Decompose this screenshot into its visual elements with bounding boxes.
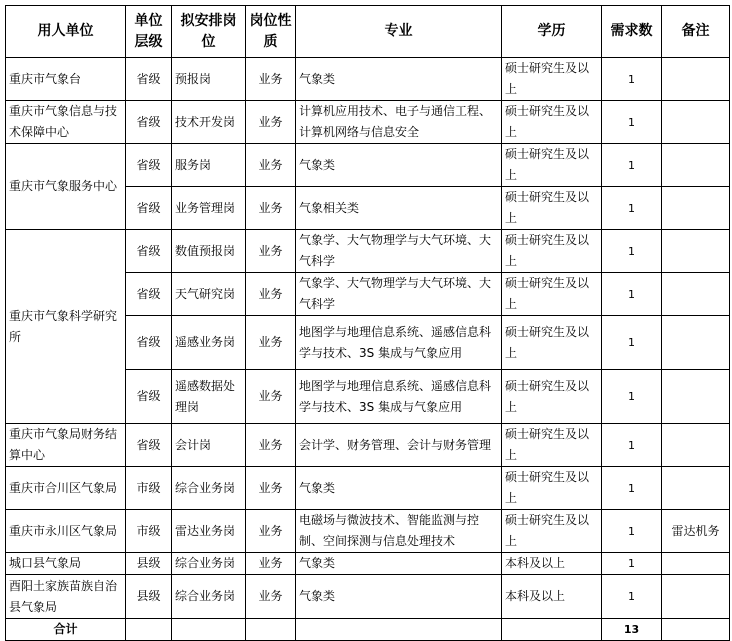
cell-unit: 重庆市永川区气象局 — [6, 510, 126, 553]
cell-remark — [662, 575, 730, 619]
cell-count: 1 — [602, 316, 662, 370]
cell-position: 业务管理岗 — [172, 187, 246, 230]
cell-level: 省级 — [126, 187, 172, 230]
cell-unit: 重庆市气象信息与技术保障中心 — [6, 101, 126, 144]
header-major: 专业 — [296, 6, 502, 58]
table-row — [6, 144, 730, 187]
total-count: 13 — [602, 619, 662, 641]
cell-education: 硕士研究生及以上 — [502, 230, 602, 273]
table-row — [6, 101, 730, 144]
cell-major: 气象类 — [296, 575, 502, 619]
cell-position: 遥感业务岗 — [172, 316, 246, 370]
cell-education: 硕士研究生及以上 — [502, 424, 602, 467]
cell-position: 综合业务岗 — [172, 575, 246, 619]
cell-unit: 酉阳土家族苗族自治县气象局 — [6, 575, 126, 619]
cell-remark: 雷达机务 — [662, 510, 730, 553]
cell-nature: 业务 — [246, 144, 296, 187]
header-position: 拟安排岗位 — [172, 6, 246, 58]
cell-education: 硕士研究生及以上 — [502, 370, 602, 424]
cell-education: 硕士研究生及以上 — [502, 273, 602, 316]
cell-position: 技术开发岗 — [172, 101, 246, 144]
cell-nature: 业务 — [246, 273, 296, 316]
cell-remark — [662, 424, 730, 467]
cell-education: 硕士研究生及以上 — [502, 467, 602, 510]
cell-nature: 业务 — [246, 575, 296, 619]
cell-remark — [662, 144, 730, 187]
cell-count: 1 — [602, 58, 662, 101]
total-empty-cell — [296, 619, 502, 641]
total-row — [6, 619, 730, 641]
cell-position: 数值预报岗 — [172, 230, 246, 273]
total-empty-cell — [246, 619, 296, 641]
cell-major: 气象学、大气物理学与大气环境、大气科学 — [296, 273, 502, 316]
cell-education: 硕士研究生及以上 — [502, 316, 602, 370]
cell-unit: 重庆市气象局财务结算中心 — [6, 424, 126, 467]
cell-position: 雷达业务岗 — [172, 510, 246, 553]
cell-education: 本科及以上 — [502, 575, 602, 619]
cell-major: 会计学、财务管理、会计与财务管理 — [296, 424, 502, 467]
cell-unit: 重庆市合川区气象局 — [6, 467, 126, 510]
total-empty-cell — [126, 619, 172, 641]
cell-major: 电磁场与微波技术、智能监测与控制、空间探测与信息处理技术 — [296, 510, 502, 553]
cell-level: 省级 — [126, 101, 172, 144]
cell-major: 气象学、大气物理学与大气环境、大气科学 — [296, 230, 502, 273]
cell-remark — [662, 273, 730, 316]
cell-nature: 业务 — [246, 424, 296, 467]
total-empty-cell — [172, 619, 246, 641]
header-count: 需求数 — [602, 6, 662, 58]
cell-level: 市级 — [126, 510, 172, 553]
cell-nature: 业务 — [246, 316, 296, 370]
total-label: 合计 — [6, 619, 126, 641]
cell-major: 地图学与地理信息系统、遥感信息科学与技术、3S 集成与气象应用 — [296, 370, 502, 424]
header-unit: 用人单位 — [6, 6, 126, 58]
cell-level: 省级 — [126, 273, 172, 316]
cell-count: 1 — [602, 424, 662, 467]
cell-level: 省级 — [126, 424, 172, 467]
cell-count: 1 — [602, 273, 662, 316]
cell-position: 预报岗 — [172, 58, 246, 101]
cell-remark — [662, 370, 730, 424]
cell-level: 省级 — [126, 58, 172, 101]
cell-remark — [662, 316, 730, 370]
cell-remark — [662, 58, 730, 101]
header-remark: 备注 — [662, 6, 730, 58]
cell-count: 1 — [602, 144, 662, 187]
cell-major: 气象类 — [296, 144, 502, 187]
cell-education: 本科及以上 — [502, 553, 602, 575]
cell-nature: 业务 — [246, 101, 296, 144]
table-row — [6, 230, 730, 273]
table-row — [6, 58, 730, 101]
cell-level: 县级 — [126, 553, 172, 575]
cell-level: 省级 — [126, 370, 172, 424]
cell-level: 市级 — [126, 467, 172, 510]
cell-position: 综合业务岗 — [172, 467, 246, 510]
cell-remark — [662, 553, 730, 575]
cell-unit: 重庆市气象科学研究所 — [6, 230, 126, 424]
cell-education: 硕士研究生及以上 — [502, 144, 602, 187]
cell-education: 硕士研究生及以上 — [502, 187, 602, 230]
table-row — [6, 575, 730, 619]
cell-remark — [662, 187, 730, 230]
cell-remark — [662, 230, 730, 273]
header-row — [6, 6, 730, 58]
cell-major: 气象类 — [296, 553, 502, 575]
table-row — [6, 553, 730, 575]
cell-major: 地图学与地理信息系统、遥感信息科学与技术、3S 集成与气象应用 — [296, 316, 502, 370]
cell-major: 气象相关类 — [296, 187, 502, 230]
cell-count: 1 — [602, 510, 662, 553]
cell-unit: 重庆市气象服务中心 — [6, 144, 126, 230]
table-row — [6, 467, 730, 510]
cell-position: 综合业务岗 — [172, 553, 246, 575]
total-empty-cell — [502, 619, 602, 641]
cell-major: 气象类 — [296, 58, 502, 101]
header-level: 单位层级 — [126, 6, 172, 58]
cell-major: 气象类 — [296, 467, 502, 510]
cell-position: 会计岗 — [172, 424, 246, 467]
header-nature: 岗位性质 — [246, 6, 296, 58]
cell-level: 省级 — [126, 316, 172, 370]
cell-count: 1 — [602, 187, 662, 230]
cell-nature: 业务 — [246, 187, 296, 230]
cell-nature: 业务 — [246, 510, 296, 553]
cell-count: 1 — [602, 101, 662, 144]
cell-education: 硕士研究生及以上 — [502, 58, 602, 101]
cell-education: 硕士研究生及以上 — [502, 101, 602, 144]
total-empty-cell — [662, 619, 730, 641]
cell-level: 省级 — [126, 230, 172, 273]
cell-nature: 业务 — [246, 553, 296, 575]
cell-nature: 业务 — [246, 467, 296, 510]
cell-unit: 重庆市气象台 — [6, 58, 126, 101]
cell-remark — [662, 467, 730, 510]
cell-count: 1 — [602, 370, 662, 424]
cell-remark — [662, 101, 730, 144]
recruitment-table — [5, 5, 730, 641]
cell-count: 1 — [602, 553, 662, 575]
cell-education: 硕士研究生及以上 — [502, 510, 602, 553]
cell-position: 遥感数据处理岗 — [172, 370, 246, 424]
cell-major: 计算机应用技术、电子与通信工程、计算机网络与信息安全 — [296, 101, 502, 144]
cell-unit: 城口县气象局 — [6, 553, 126, 575]
cell-level: 县级 — [126, 575, 172, 619]
cell-count: 1 — [602, 575, 662, 619]
cell-position: 天气研究岗 — [172, 273, 246, 316]
header-education: 学历 — [502, 6, 602, 58]
cell-level: 省级 — [126, 144, 172, 187]
table-row — [6, 424, 730, 467]
cell-nature: 业务 — [246, 370, 296, 424]
cell-nature: 业务 — [246, 230, 296, 273]
table-row — [6, 510, 730, 553]
cell-count: 1 — [602, 467, 662, 510]
cell-nature: 业务 — [246, 58, 296, 101]
cell-count: 1 — [602, 230, 662, 273]
cell-position: 服务岗 — [172, 144, 246, 187]
